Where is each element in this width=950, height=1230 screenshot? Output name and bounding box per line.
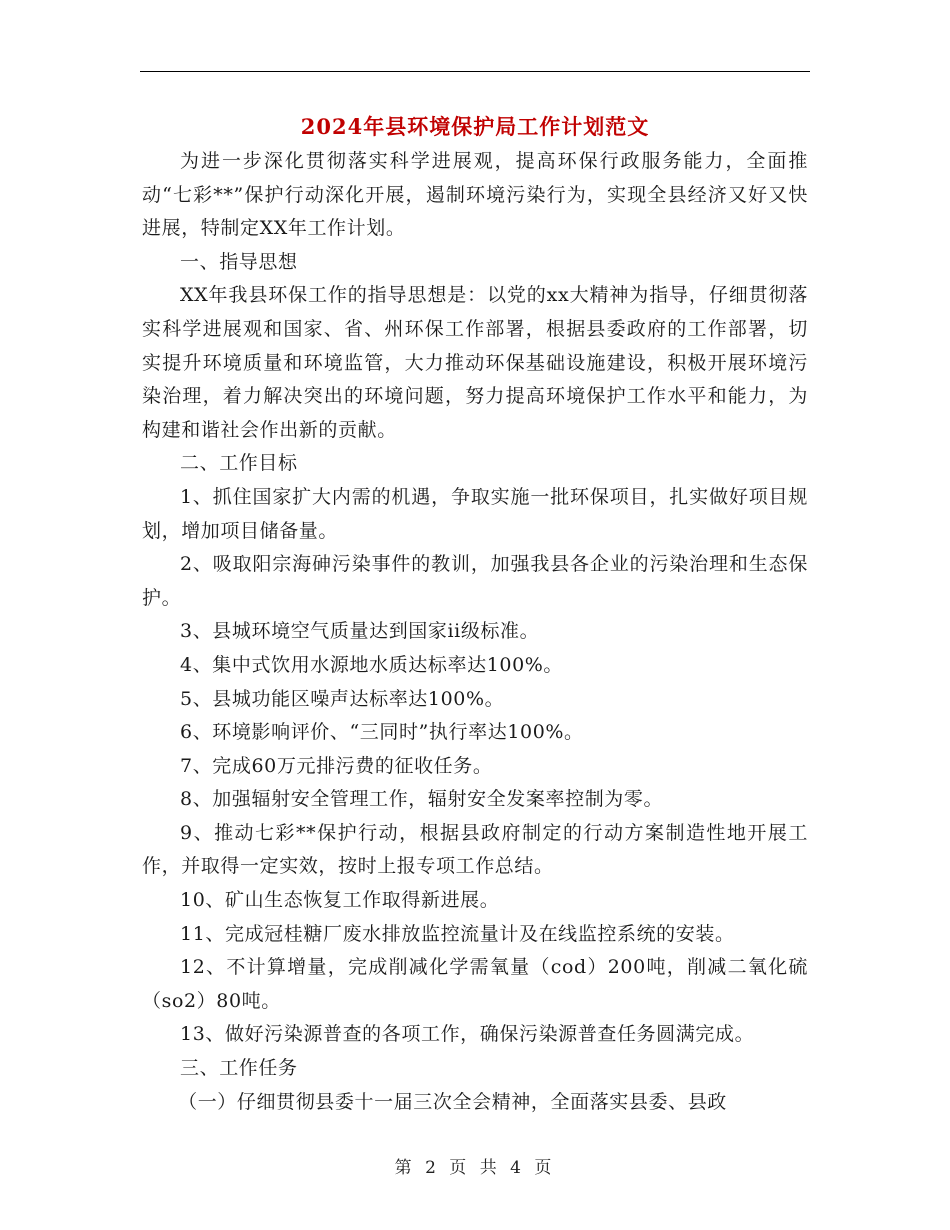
goal-item-7: 7、完成60万元排污费的征收任务。 [180,754,493,777]
document-body [142,145,808,1119]
section-heading-1: 一、指导思想 [180,250,298,273]
goal-item-9: 9、推动七彩**保护行动，根据县政府制定的行动方案制造性地开展工作，并取得一定实效，按时上报专项工作总结。 [142,821,808,878]
goal-item-2: 2、吸取阳宗海砷污染事件的教训，加强我县各企业的污染治理和生态保护。 [142,553,808,609]
goal-item-10: 10、矿山生态恢复工作取得新进展。 [180,889,500,912]
section-heading-2: 二、工作目标 [180,452,298,475]
goal-item-8: 8、加强辐射安全管理工作，辐射安全发案率控制为零。 [180,788,664,811]
document-title: 2024年县环境保护局工作计划范文 [300,114,650,139]
page-number-footer: 第 2 页 共 4 页 [394,1158,556,1178]
header-rule [140,71,810,72]
goal-item-6: 6、环境影响评价、“三同时”执行率达100%。 [180,721,584,744]
goal-item-1: 1、抓住国家扩大内需的机遇，争取实施一批环保项目，扎实做好项目规划，增加项目储备量。 [142,485,808,542]
paragraph-guiding-thought: XX年我县环保工作的指导思想是：以党的xx大精神为指导，仔细贯彻落实科学进展观和国家、省、州环保工作部署，根据县委政府的工作部署，切实提升环境质量和环境监管，大力推动环保基础设施建设，积极开展环境污染治理，着力解决突出的环境问题，努力提高环境保护工作水平和能力，为构建和谐社会作出新的贡献。 [142,284,808,441]
goal-item-11: 11、完成冠桂糖厂废水排放监控流量计及在线监控系统的安装。 [180,922,735,945]
goal-item-4: 4、集中式饮用水源地水质达标率达100%。 [180,653,564,676]
section-heading-3: 三、工作任务 [180,1057,298,1080]
goal-item-3: 3、县城环境空气质量达到国家ii级标准。 [180,620,540,643]
task-item-1: （一）仔细贯彻县委十一届三次全会精神，全面落实县委、县政 [178,1090,727,1113]
goal-item-5: 5、县城功能区噪声达标率达100%。 [180,687,505,710]
paragraph-intro: 为进一步深化贯彻落实科学进展观，提高环保行政服务能力，全面推动“七彩**”保护行动深化开展，遏制环境污染行为，实现全县经济又好又快进展，特制定XX年工作计划。 [142,150,808,240]
goal-item-13: 13、做好污染源普查的各项工作，确保污染源普查任务圆满完成。 [180,1023,755,1046]
goal-item-12: 12、不计算增量，完成削减化学需氧量（cod）200吨，削减二氧化硫（so2）80吨。 [142,956,808,1012]
